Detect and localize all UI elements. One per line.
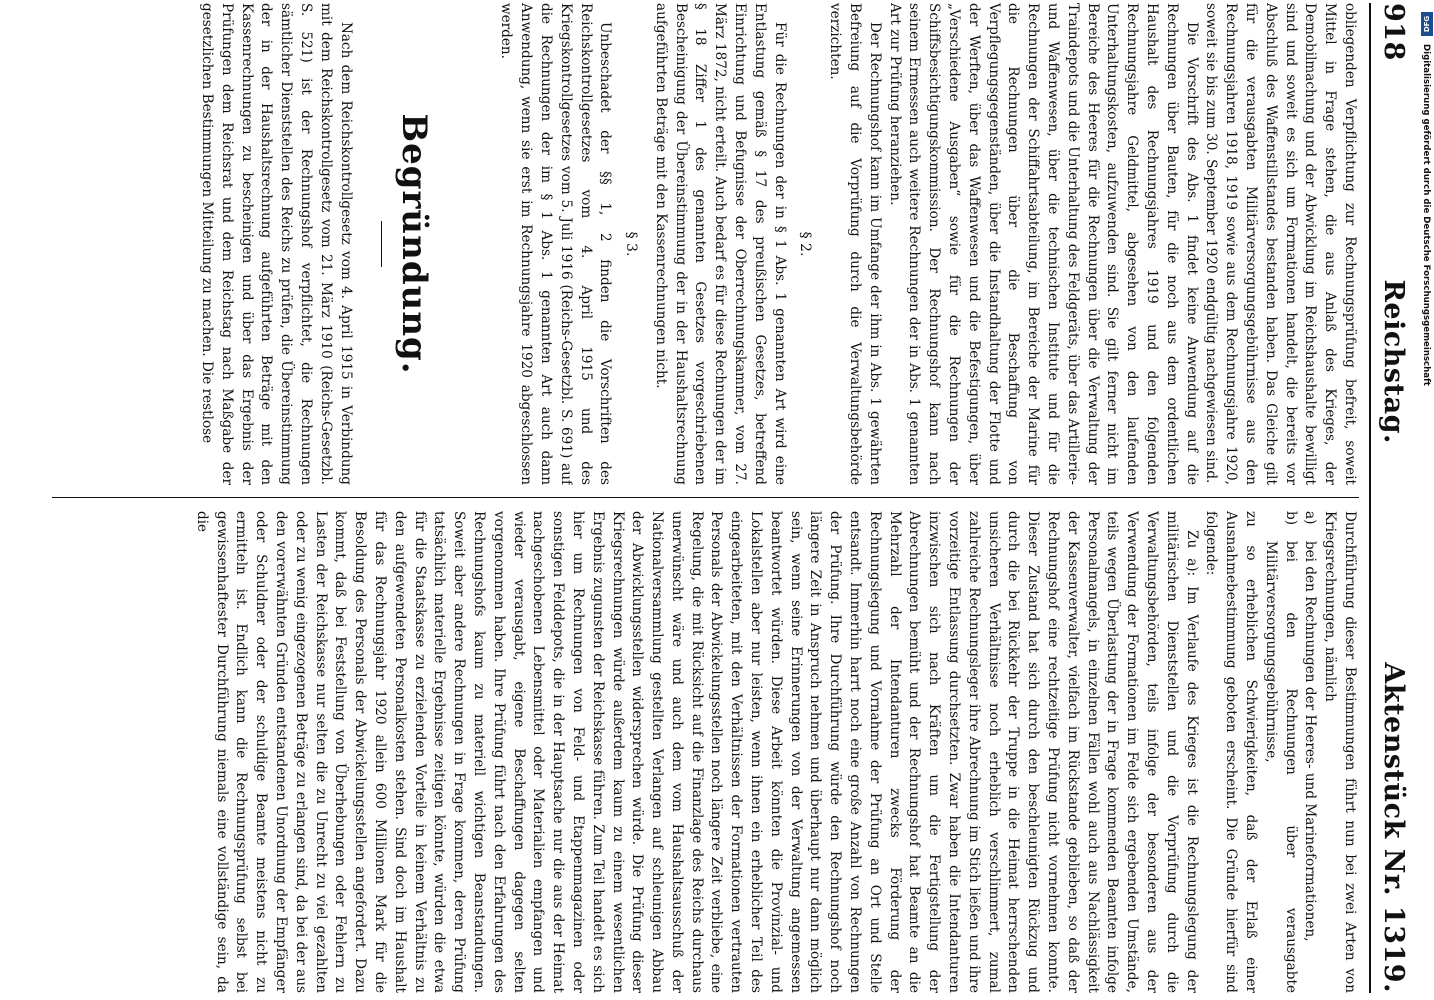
- list-item-label: a): [1302, 511, 1319, 525]
- page-header: [1369, 3, 1417, 993]
- paragraph: Der Rechnungshof kann im Umfange der ihm in Abs. 1 gewährten Befreiung auf die Vorprüfung durch die Verwaltungsbehörde verzichten.: [827, 3, 883, 485]
- paragraph: Durchführung dieser Bestimmungen führt nun bei zwei Arten von Kriegsrechnungen, nämlich: [1322, 511, 1358, 993]
- section-heading: § 3.: [623, 231, 640, 257]
- paragraph: Nach dem Reichskontrollgesetz vom 4. April 1915 in Verbindung mit dem Reichskontrollgesetz vom 21. März 1910 (Reichs-Gesetzbl. S. 521) ist der Rechnungshof verpflichtet, die Rechnungen sämtlicher Dienststellen des Reichs zu prüfen, die Übereinstimmung der in der Haushaltsrechnung aufgeführten Beträge mit den Kassenrechnungen zu bescheinigen und über das Ergebnis der Prüfungen dem Reichsrat und dem Reichstag nach Maßgabe der gesetzlichen Bestimmungen Mitteilung zu machen. Die restlose: [198, 3, 354, 485]
- heading-rule: [381, 221, 382, 267]
- rotated-page: [52, 3, 1417, 993]
- list-item-label: b): [1282, 511, 1299, 526]
- page-number: 918: [1378, 3, 1410, 61]
- paragraph: obliegenden Verpflichtung zur Rechnungsprüfung befreit, soweit Mittel in Frage stehen, die aus Anlaß des Krieges, der Demobilmachung und der Abwicklung im Reichshaushalte bewilligt sind und soweit es sich um Formationen handelt, die bereits vor Abschluß des Waffenstillstandes bestanden haben. Das Gleiche gilt für die verausgabten Militärversorgungsgebührnisse aus den Rechnungsjahren 1918, 1919 sowie aus dem Rechnungsjahre 1920, soweit sie bis zum 30. September 1920 endgültig nachgewiesen sind.: [1203, 3, 1358, 485]
- dfg-logo: DFG: [1421, 12, 1433, 36]
- header-left-title: Reichstag.: [1378, 279, 1410, 444]
- section-heading: § 2.: [797, 231, 814, 257]
- paragraph: Zu a): Im Verlaufe des Krieges ist die Rechnungslegung der militärischen Dienststellen und die Vorprüfung durch die Verwaltungsbehörden, teils infolge der besonderen aus der Verwendung der Formationen im Felde sich ergebenden Umstände, teils wegen Überlastung der in Frage kommenden Beamten infolge Personalmangels, in einzelnen Fällen wohl auch aus Nachlässigkeit der Kassenverwalter, vielfach im Rückstande geblieben, so daß der Rechnungshof eine rechtzeitige Prüfung nicht vornehmen konnte. Dieser Zustand hat sich durch den beschleunigten Rückzug und durch die bei Rückkehr der Truppe in die Heimat herrschenden unsicheren Verhältnisse noch erheblich verschlimmert, zumal zahlreiche Rechnungsleger ihre Abrechnung im Stich ließen und ihre vorzeitige Entlassung durchsetzten. Zwar haben die Intendanturen inzwischen sich nach Kräften um die Fertigstellung der Abrechnungen bemüht und der Rechnungshof hat Beamte an die Mehrzahl der Intendanturen zwecks Förderung der Rechnungslegung und Vornahme der Prüfung an Ort und Stelle entsandt. Immerhin harrt noch eine große Anzahl von Rechnungen der Prüfung. Ihre Durchführung würde den Rechnungshof noch längere Zeit in Anspruch nehmen und überhaupt nur dann möglich sein, wenn seine Erinnerungen von der Verwaltung angemessen beantwortet würden. Diese Arbeit könnten die Provinzial- und Lokalstellen aber nur leisten, wenn ihnen ein erheblicher Teil des eingearbeiteten, mit den Verhältnissen der Formationen vertrauten Personals der Abwickelungsstellen noch längere Zeit verbliebe, eine Regelung, die mit Rücksicht auf die Finanzlage des Reichs durchaus unerwünscht wäre und auch dem vom Haushaltsausschuß der Nationalversammlung gestellten Verlangen auf schleunigen Abbau der Abwicklungsstellen widersprechen würde. Die Prüfung dieser Kriegsrechnungen würde außerdem kaum zu einem wesentlichen Ergebnis zugunsten der Reichskasse führen. Zum Teil handelt es sich hier um Rechnungen von Feld- und Etappenmagazinen oder sonstigen Felddepots, die in der Hauptsache nur die aus der Heimat nachgeschobenen Lebensmittel oder Materialien empfangen und wieder verausgabt, eigene Beschaffungen dagegen selten vorgenommen haben. Ihre Prüfung führt nach den Erfahrungen des Rechnungshofs kaum zu materiell wichtigen Beanstandungen. Soweit aber andere Rechnungen in Frage kommen, deren Prüfung tatsächlich materielle Ergebnisse zeitigen könnte, würden die etwa für die Staatskasse zu erzielenden Vorteile in keinem Verhältnis zu den aufgewendeten Personalkosten stehen. Sind doch im Haushalt für das Rechnungsjahr 1920 allein 600 Millionen Mark für die Besoldung des Personals der Abwickelungsstellen angefordert. Dazu kommt, daß bei Feststellung von Überhebungen oder Fehlern zu Lasten der Reichskasse nur selten die zu Unrecht zu viel gezahlten oder zu wenig eingezogenen Beträge zu erlangen sind, da bei der aus den vorerwähnten Gründen entstandenen Unordnung der Empfänger oder Schuldner oder der schuldige Beamte meistens nicht zu ermitteln ist. Endlich kann die Rechnungsprüfung selbst bei gewissenhaftester Durchführung niemals eine vollständige sein, da die: [193, 511, 1200, 993]
- digitization-credit: [1419, 10, 1434, 990]
- list-item-text: bei den Rechnungen der Heeres- und Marineformationen,: [1302, 540, 1319, 942]
- left-column: [52, 3, 1359, 485]
- begruendung-heading: Begründung.: [393, 113, 434, 375]
- paragraph: Die Vorschrift des Abs. 1 findet keine Anwendung auf die Rechnungen über Bauten, für die noch aus dem ordentlichen Haushalt des Rechnungsjahres 1919 und den folgenden Rechnungsjahre Geldmittel, abgesehen von den laufenden Unterhaltungskosten, aufzuwenden sind. Sie gilt ferner nicht im Bereiche des Heeres für die Rechnungen über die Verwaltung der Traindepots und die Unterhaltung des Feldgeräts, über das Artillerie- und Waffenwesen, über die technischen Institute und für die Rechnungen der Schiffahrtsabteilung, im Bereiche der Marine für die Rechnungen über die Beschaffung von Verpflegungsgegenständen, über die Instandhaltung der Flotte und der Werften, über das Waffenwesen und die Befestigungen, über „Verschiedene Ausgaben“ sowie für die Rechnungen der Schiffsbesichtigungskommission. Der Rechnungshof kann nach seinem Ermessen auch weitere Rechnungen der in Abs. 1 genannten Art zur Prüfung heranziehen.: [886, 3, 1200, 485]
- list-item: [1300, 511, 1320, 993]
- credit-text: Digitalisierung gefördert durch die Deutsche Forschungsgemeinschaft: [1421, 44, 1431, 386]
- column-divider: [52, 497, 1359, 498]
- paragraph: Unbeschadet der §§ 1, 2 finden die Vorschriften des Reichskontrollgesetzes vom 4. April 1915 und des Kriegskontrollgesetzes vom 5. Juli 1916 (Reichs-Gesetzbl. S. 691) auf die Rechnungen der im § 1 Abs. 1 genannten Art auch dann Anwendung, wenn sie erst im Rechnungsjahre 1920 abgeschlossen werden.: [498, 3, 614, 485]
- header-right-title: Aktenstück Nr. 1319.: [1378, 662, 1410, 993]
- paragraph: zu so erheblichen Schwierigkeiten, daß der Erlaß einer Ausnahmebestimmung geboten erscheint. Die Gründe hierfür sind folgende:: [1203, 511, 1260, 993]
- paragraph: Für die Rechnungen der in § 1 Abs. 1 genannten Art wird eine Entlastung gemäß § 17 des preußischen Gesetzes, betreffend Einrichtung und Befugnisse der Oberrechnungskammer, vom 27. März 1872, nicht erteilt. Auch bedarf es für diese Rechnungen der im § 18 Ziffer 1 des genannten Gesetzes vorgeschriebenen Bescheinigung der Übereinstimmung der in der Haushaltsrechnung aufgeführten Beträge mit den Kassenrechnungen nicht.: [652, 3, 788, 485]
- list-item-text: bei den Rechnungen über verausgabte Militärversorgungsgebührnisse,: [1262, 540, 1299, 993]
- right-column: [52, 511, 1359, 993]
- list-item: [1260, 511, 1300, 993]
